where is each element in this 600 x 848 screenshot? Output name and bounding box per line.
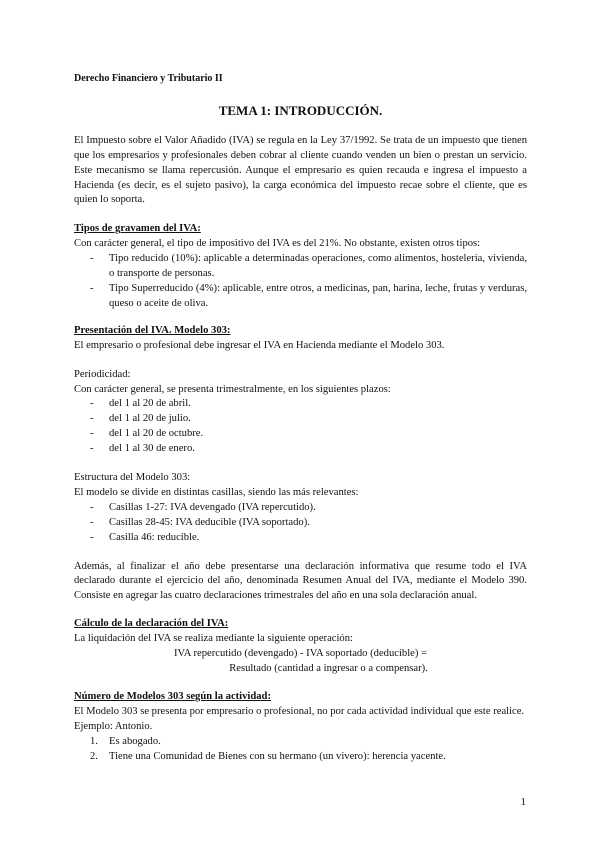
intro-paragraph: El Impuesto sobre el Valor Añadido (IVA) se regula en la Ley 37/1992. Se trata de un impuesto que tienen que los empresarios y profesionales deben cobrar al cliente cuando venden un bien o prestan un servicio. Este mecanismo se llama repercusión. Aunque el empresario es quien recauda e ingresa el impuesto a Hacienda (es decir, es el sujeto pasivo), la carga económica del impuesto recae sobre el cliente, que es quien lo soporta. (74, 134, 527, 206)
formula-result: Resultado (cantidad a ingresar o a compensar). (229, 663, 428, 674)
list-item: - del 1 al 20 de octubre. (74, 427, 527, 442)
presentacion-text: El empresario o profesional debe ingresar el IVA en Hacienda mediante el Modelo 303. (74, 339, 445, 351)
list-item-text: Tiene una Comunidad de Bienes con su hermano (un vivero): herencia yacente. (109, 750, 446, 762)
list-item (74, 750, 527, 765)
estructura-text: El modelo se divide en distintas casillas, siendo las más relevantes: (74, 486, 359, 498)
tipos-list (74, 252, 527, 312)
list-number: 2. (90, 750, 98, 762)
estructura-label: Estructura del Modelo 303: (74, 472, 191, 484)
tipos-text: Con carácter general, el tipo de impositivo del IVA es del 21%. No obstante, existen otros tipos: (74, 238, 481, 250)
resumen-anual-paragraph: Además, al finalizar el año debe presentarse una declaración informativa que resume todo el IVA declarado durante el ejercicio del año, denominada Resumen Anual del IVA, mediante el Modelo 390. Consiste en agregar las cuatro declaraciones trimestrales del año en una sola declaración anual. (74, 560, 527, 602)
ejemplo-label: Ejemplo: Antonio. (74, 720, 153, 732)
list-item-text: Es abogado. (109, 735, 161, 747)
list-item: - del 1 al 30 de enero. (74, 442, 527, 457)
list-item: - Tipo Superreducido (4%): aplicable, entre otros, a medicinas, pan, harina, leche, frutas y verduras, queso o aceite de oliva. (74, 282, 527, 312)
section-heading-presentacion: Presentación del IVA. Modelo 303: (74, 324, 231, 336)
list-item: - Casillas 1-27: IVA devengado (IVA repercutido). (74, 501, 527, 516)
formula (74, 647, 527, 677)
list-item: - Casilla 46: reducible. (74, 531, 527, 546)
formula-line: IVA repercutido (devengado) - IVA soportado (deducible) = (174, 648, 427, 660)
section-heading-numero: Número de Modelos 303 según la actividad: (74, 690, 271, 702)
page-title: TEMA 1: INTRODUCCIÓN. (218, 102, 383, 118)
page-content (74, 72, 527, 764)
section-heading-tipos: Tipos de gravamen del IVA: (74, 223, 201, 235)
section-heading-calculo: Cálculo de la declaración del IVA: (74, 618, 229, 630)
course-header: Derecho Financiero y Tributario II (74, 73, 223, 84)
ejemplo-list (74, 735, 527, 765)
page-number: 1 (520, 796, 526, 808)
list-item: - del 1 al 20 de julio. (74, 412, 527, 427)
calculo-text: La liquidación del IVA se realiza mediante la siguiente operación: (74, 633, 353, 645)
list-number: 1. (90, 735, 98, 747)
list-item: - Casillas 28-45: IVA deducible (IVA soportado). (74, 516, 527, 531)
list-item: - Tipo reducido (10%): aplicable a determinadas operaciones, como alimentos, hostelería, vivienda, o transporte de personas. (74, 252, 527, 282)
plazos-list (74, 397, 527, 457)
list-item: - del 1 al 20 de abril. (74, 397, 527, 412)
numero-text: El Modelo 303 se presenta por empresario o profesional, no por cada actividad individual que este realice. (74, 705, 525, 717)
list-item (74, 735, 527, 750)
periodicidad-text: Con carácter general, se presenta trimestralmente, en los siguientes plazos: (74, 383, 391, 395)
periodicidad-label: Periodicidad: (74, 368, 131, 380)
casillas-list (74, 501, 527, 546)
